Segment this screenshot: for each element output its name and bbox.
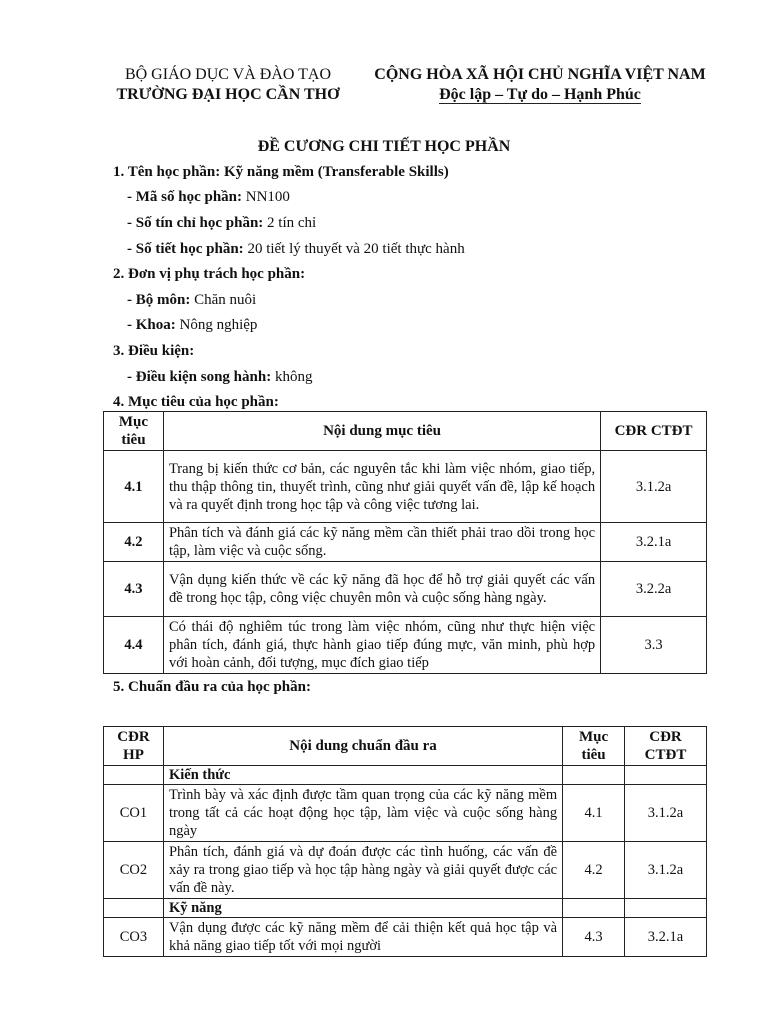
group-row: [104, 766, 707, 785]
group-empty-cell: [104, 899, 164, 918]
outcomes-header-row: [104, 727, 707, 766]
group-empty-cell: [563, 766, 625, 785]
objective-id: 4.4: [104, 617, 164, 674]
section-3-heading: 3. Điều kiện:: [113, 343, 195, 359]
objective-cdr: 3.1.2a: [601, 451, 707, 523]
section-4-heading: 4. Mục tiêu của học phần:: [113, 394, 279, 410]
group-empty-cell: [625, 899, 707, 918]
motto-text: Độc lập – Tự do – Hạnh Phúc: [439, 86, 641, 103]
objective-content: Vận dụng kiến thức về các kỹ năng đã học để hỗ trợ giải quyết các vấn đề trong học tập, công việc chuyên môn và cuộc sống hàng ngày.: [163, 562, 600, 617]
ministry-name: BỘ GIÁO DỤC VÀ ĐÀO TẠO: [124, 66, 332, 83]
periods-line: [127, 241, 465, 258]
condition-line: [127, 369, 312, 386]
outcome-content: Trình bày và xác định được tầm quan trọng của các kỹ năng mềm trong tất cả các hoạt động học tập, làm việc và cuộc sống hàng ngày: [163, 785, 562, 842]
faculty-value: Nông nghiệp: [175, 317, 258, 333]
group-empty-cell: [625, 766, 707, 785]
objectives-table: [103, 411, 707, 674]
section-2-heading: 2. Đơn vị phụ trách học phần:: [113, 266, 306, 282]
section-5-heading: 5. Chuẩn đầu ra của học phần:: [113, 679, 311, 695]
outcomes-col-goal: Mục tiêu: [563, 727, 625, 766]
outcome-goal: 4.3: [563, 918, 625, 957]
outcome-cdr: 3.1.2a: [625, 785, 707, 842]
course-code-line: [127, 189, 290, 206]
objectives-header-row: [104, 412, 707, 451]
outcome-goal: 4.1: [563, 785, 625, 842]
periods-value: 20 tiết lý thuyết và 20 tiết thực hành: [243, 241, 465, 257]
outcome-id: CO1: [104, 785, 164, 842]
course-code-label: - Mã số học phần:: [127, 189, 243, 205]
outcome-content: Phân tích, đánh giá và dự đoán được các tình huống, các vấn đề xảy ra trong giao tiếp và học tập hàng ngày và giải quyết được các vấn đề này.: [163, 842, 562, 899]
outcomes-table: [103, 726, 707, 957]
credits-label: - Số tín chỉ học phần:: [127, 215, 264, 231]
faculty-line: [127, 317, 257, 334]
objectives-col-content: Nội dung mục tiêu: [163, 412, 600, 451]
outcome-id: CO3: [104, 918, 164, 957]
department-line: [127, 292, 256, 309]
faculty-label: - Khoa:: [127, 317, 176, 333]
country-name: CỘNG HÒA XÃ HỘI CHỦ NGHĨA VIỆT NAM: [374, 66, 706, 83]
section-1-heading: 1. Tên học phần: Kỹ năng mềm (Transferable Skills): [113, 164, 449, 180]
objective-id: 4.2: [104, 523, 164, 562]
outcome-goal: 4.2: [563, 842, 625, 899]
outcome-cdr: 3.2.1a: [625, 918, 707, 957]
table-row: [104, 918, 707, 957]
objective-id: 4.1: [104, 451, 164, 523]
motto: [360, 86, 720, 104]
outcome-content: Vận dụng được các kỹ năng mềm để cải thiện kết quả học tập và khả năng giao tiếp tốt với mọi người: [163, 918, 562, 957]
group-label-skills: Kỹ năng: [163, 899, 562, 918]
objective-cdr: 3.2.2a: [601, 562, 707, 617]
objective-content: Có thái độ nghiêm túc trong làm việc nhóm, cũng như thực hiện việc phân tích, đánh giá, thực hành giao tiếp đúng mực, văn minh, phù hợp với hoàn cảnh, đối tượng, mục đích giao tiếp: [163, 617, 600, 674]
table-row: [104, 785, 707, 842]
condition-label: - Điều kiện song hành:: [127, 369, 272, 385]
periods-label: - Số tiết học phần:: [127, 241, 244, 257]
outcomes-col-id: CĐR HP: [104, 727, 164, 766]
objective-id: 4.3: [104, 562, 164, 617]
group-label-knowledge: Kiến thức: [163, 766, 562, 785]
table-row: [104, 562, 707, 617]
objective-cdr: 3.2.1a: [601, 523, 707, 562]
department-value: Chăn nuôi: [190, 292, 257, 308]
outcomes-col-cdr: CĐR CTĐT: [625, 727, 707, 766]
document-title: ĐỀ CƯƠNG CHI TIẾT HỌC PHẦN: [257, 138, 511, 155]
table-row: [104, 451, 707, 523]
objective-content: Phân tích và đánh giá các kỹ năng mềm cần thiết phải trao dồi trong học tập, làm việc và cuộc sống.: [163, 523, 600, 562]
table-row: [104, 523, 707, 562]
objectives-col-goal: Mục tiêu: [104, 412, 164, 451]
objective-cdr: 3.3: [601, 617, 707, 674]
group-empty-cell: [563, 899, 625, 918]
table-row: [104, 617, 707, 674]
group-empty-cell: [104, 766, 164, 785]
course-code-value: NN100: [242, 189, 290, 205]
credits-value: 2 tín chỉ: [263, 215, 317, 231]
credits-line: [127, 215, 316, 232]
table-row: [104, 842, 707, 899]
objectives-col-cdr: CĐR CTĐT: [601, 412, 707, 451]
outcomes-col-content: Nội dung chuẩn đầu ra: [163, 727, 562, 766]
group-row: [104, 899, 707, 918]
condition-value: không: [271, 369, 313, 385]
outcome-id: CO2: [104, 842, 164, 899]
outcome-cdr: 3.1.2a: [625, 842, 707, 899]
department-label: - Bộ môn:: [127, 292, 191, 308]
objective-content: Trang bị kiến thức cơ bản, các nguyên tắc khi làm việc nhóm, giao tiếp, thu thập thông tin, thuyết trình, cũng như giải quyết vấn đề, lập kế hoạch và ra quyết định trong học tập và công việc tương lai.: [163, 451, 600, 523]
university-name: TRƯỜNG ĐẠI HỌC CẦN THƠ: [116, 86, 340, 103]
